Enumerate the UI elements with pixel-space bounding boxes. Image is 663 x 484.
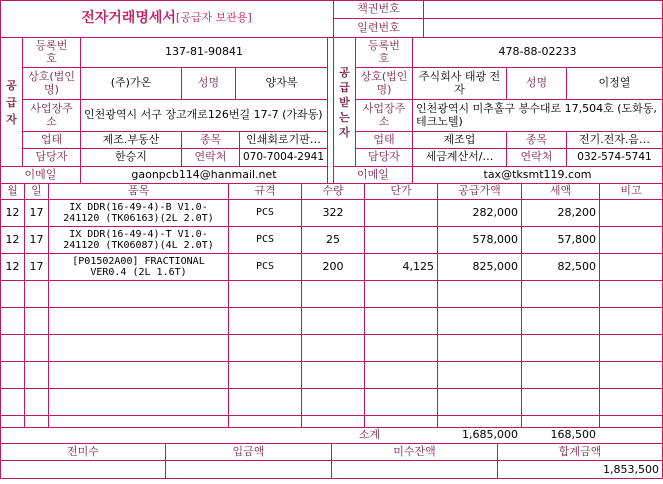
supplier-phone-label: 연락처 xyxy=(194,150,227,164)
row-supply: 578,000 xyxy=(472,232,518,246)
supplier-type-label: 종목 xyxy=(199,132,222,146)
book-number-label: 책권번호 xyxy=(357,1,400,15)
receiver-email: tax@tksmt119.com xyxy=(483,167,592,181)
receiver-name-label: 상호(법인명) xyxy=(360,69,408,96)
receiver-type: 전기.전자.음… xyxy=(578,132,651,146)
col-note-header: 비고 xyxy=(620,184,642,198)
paid-amount-label: 입금액 xyxy=(232,444,265,458)
supplier-side-label-char: 급 xyxy=(6,95,17,109)
supplier-address-label: 사업장주소 xyxy=(30,101,73,128)
receiver-side-label xyxy=(334,38,355,166)
supplier-ceo-label: 성명 xyxy=(197,76,220,90)
unpaid-balance-label: 미수잔액 xyxy=(393,444,436,458)
receiver-business-label: 업태 xyxy=(373,132,395,146)
row-day: 17 xyxy=(29,232,44,246)
book-number-value xyxy=(424,0,662,18)
receiver-manager: 세금계산서/… xyxy=(425,150,494,164)
receiver-manager-label: 담당자 xyxy=(368,150,400,164)
col-price-header: 단가 xyxy=(390,184,412,198)
total-amount-label: 합계금액 xyxy=(558,444,602,458)
receiver-reg-label: 등록번호 xyxy=(368,38,400,65)
supplier-phone: 070-7004-2941 xyxy=(242,151,325,164)
receiver-address-label: 사업장주소 xyxy=(362,101,406,128)
row-item: IX DDR(16-49-4)-T V1.0-241120 (TK06087)(4L 2.0T) xyxy=(63,228,214,251)
serial-number-value xyxy=(424,19,662,37)
receiver-type-label: 종목 xyxy=(525,132,548,146)
receiver-side-label-char: 자 xyxy=(339,125,350,139)
row-month: 12 xyxy=(5,205,20,219)
supplier-side-label-char: 공 xyxy=(6,78,17,92)
supplier-business: 제조.부동산 xyxy=(102,132,160,146)
unpaid-balance-value xyxy=(332,461,497,479)
receiver-name: 주식회사 태광 전자 xyxy=(418,69,501,96)
col-day-header: 일 xyxy=(31,184,42,198)
row-spec: PCS xyxy=(255,234,275,246)
row-day: 17 xyxy=(29,259,44,273)
receiver-address: 인천광역시 미추홀구 봉수대로 17,504호 (도화동,테크노텔) xyxy=(416,101,657,128)
receiver-reg-number: 478-88-02233 xyxy=(498,45,577,59)
row-item: IX DDR(16-49-4)-B V1.0-241120 (TK06163)(2L 2.0T) xyxy=(63,201,214,224)
receiver-phone: 032-574-5741 xyxy=(577,151,652,164)
col-qty-header: 수량 xyxy=(322,184,344,198)
supplier-side-label-char: 자 xyxy=(6,112,17,126)
supplier-manager: 한승지 xyxy=(115,150,147,164)
paid-amount-value xyxy=(166,461,331,479)
row-price: 4,125 xyxy=(402,259,434,273)
row-supply: 825,000 xyxy=(472,259,518,273)
row-item: [P01502A00] FRACTIONAL VER0.4 (2L 1.6T) xyxy=(72,255,205,278)
row-qty: 25 xyxy=(326,232,340,246)
row-tax: 82,500 xyxy=(557,259,596,273)
row-month: 12 xyxy=(5,259,20,273)
row-note xyxy=(600,227,662,253)
row-qty: 322 xyxy=(322,205,344,219)
total-amount: 1,853,500 xyxy=(603,462,659,476)
row-supply: 282,000 xyxy=(472,205,518,219)
row-note xyxy=(600,254,662,280)
document-subtitle: [공급자 보관용] xyxy=(175,11,252,25)
supplier-reg-number: 137-81-90841 xyxy=(165,45,243,59)
supplier-ceo: 양자복 xyxy=(265,76,298,90)
receiver-phone-label: 연락처 xyxy=(520,150,553,164)
document-title: 전자거래명세서 [공급자 보관용] xyxy=(81,10,252,27)
receiver-side-label-char: 급 xyxy=(339,80,350,94)
supplier-side-label xyxy=(1,38,22,166)
col-item-header: 품목 xyxy=(127,184,150,198)
col-month-header: 월 xyxy=(7,184,18,198)
col-supply-header: 공급가액 xyxy=(458,184,501,198)
row-tax: 28,200 xyxy=(557,205,596,219)
supplier-reg-label: 등록번호 xyxy=(35,38,68,65)
subtotal-label: 소계 xyxy=(358,428,381,442)
receiver-side-label-char: 는 xyxy=(339,110,350,124)
row-spec: PCS xyxy=(255,261,275,273)
receiver-business: 제조업 xyxy=(443,132,476,146)
row-spec: PCS xyxy=(255,207,275,219)
supplier-address: 인천광역시 서구 장고개로126번길 17-7 (가좌동) xyxy=(84,108,323,122)
supplier-type: 인쇄회로기판… xyxy=(246,132,321,146)
row-price xyxy=(365,200,437,226)
supplier-email: gaonpcb114@hanmail.net xyxy=(131,167,277,181)
col-tax-header: 세액 xyxy=(549,184,572,198)
prev-balance-label: 전미수 xyxy=(67,444,99,458)
row-price xyxy=(365,227,437,253)
supplier-name: (주)가온 xyxy=(110,76,152,90)
subtotal-tax: 168,500 xyxy=(550,428,596,442)
supplier-email-label: 이메일 xyxy=(24,167,57,181)
receiver-side-label-char: 받 xyxy=(339,95,350,109)
serial-number-label: 일련번호 xyxy=(357,20,400,34)
subtotal-supply: 1,685,000 xyxy=(462,428,518,442)
prev-balance-value xyxy=(1,461,165,479)
receiver-email-label: 이메일 xyxy=(357,167,389,181)
supplier-manager-label: 담당자 xyxy=(35,150,68,164)
row-month: 12 xyxy=(5,232,20,246)
row-day: 17 xyxy=(29,205,44,219)
receiver-ceo: 이정열 xyxy=(598,76,631,90)
col-spec-header: 규격 xyxy=(254,184,276,198)
row-tax: 57,800 xyxy=(557,232,596,246)
row-qty: 200 xyxy=(322,259,344,273)
supplier-business-label: 업태 xyxy=(40,132,63,146)
row-note xyxy=(600,200,662,226)
receiver-ceo-label: 성명 xyxy=(525,76,548,90)
receiver-side-label-char: 공 xyxy=(339,65,350,79)
supplier-name-label: 상호(법인명) xyxy=(28,69,75,96)
